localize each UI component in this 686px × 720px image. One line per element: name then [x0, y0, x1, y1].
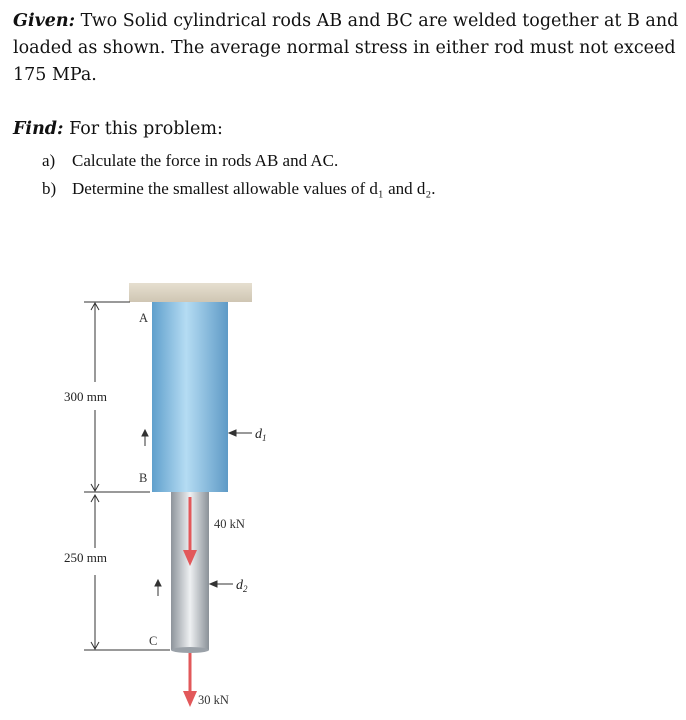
diameter-1-callout	[229, 430, 252, 436]
rod-bc-end	[171, 647, 209, 653]
find-text: For this problem:	[63, 119, 223, 139]
dimension-ab-label: 300 mm	[64, 389, 107, 404]
given-label: Given:	[13, 11, 76, 31]
task-marker-a: a)	[42, 151, 56, 170]
point-a-label: A	[139, 311, 149, 325]
dimension-bc	[84, 495, 170, 650]
diameter-2-label: $d_2$	[236, 578, 248, 594]
load-c-label: 30 kN	[198, 693, 229, 707]
task-marker-b: b)	[42, 179, 57, 198]
fixed-support	[129, 283, 252, 302]
dimension-bc-label: 250 mm	[64, 550, 107, 565]
load-c-arrow	[183, 653, 197, 707]
given-text: Two Solid cylindrical rods AB and BC are welded together at B and loaded as shown. The average normal stress in either rod must not exceed 175 MPa.	[13, 11, 679, 85]
find-label: Find:	[13, 119, 64, 139]
diameter-2-callout	[210, 581, 233, 587]
rod-ab	[152, 302, 228, 492]
task-text-a: Calculate the force in rods AB and AC.	[72, 151, 339, 170]
point-c-label: C	[149, 634, 158, 648]
point-b-label: B	[139, 471, 148, 485]
diameter-1-label: $d_1$	[255, 427, 267, 443]
load-b-label: 40 kN	[214, 517, 245, 531]
task-text-b: Determine the smallest allowable values of d₁ and d₂.	[72, 179, 436, 198]
